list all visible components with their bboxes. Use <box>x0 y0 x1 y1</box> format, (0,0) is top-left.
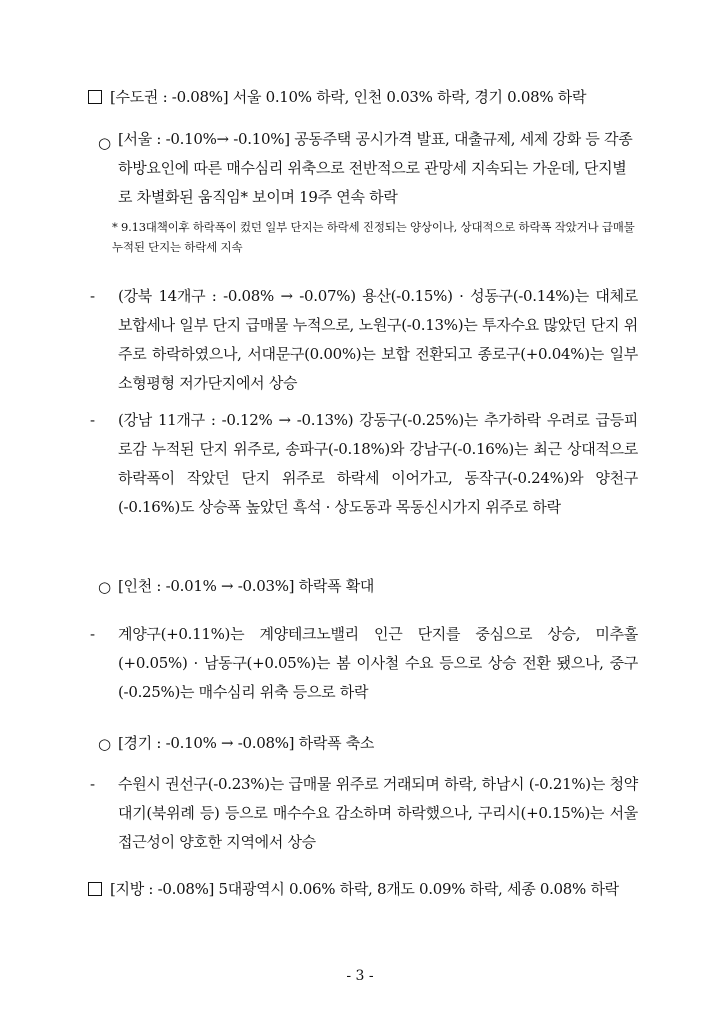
seoul-footnote: * 9.13대책이후 하락폭이 컸던 일부 단지는 하락세 진정되는 양상이나, 상대적으로 하락폭 작았거나 급매물 누적된 단지는 하락세 지속 <box>112 220 635 254</box>
checkbox-square-icon <box>88 882 102 896</box>
dash-bullet-icon: - <box>90 775 96 793</box>
dash-bullet-icon: - <box>90 411 96 429</box>
circle-bullet-icon: ○ <box>98 134 112 152</box>
seoul-paragraph: [서울 : -0.10%→ -0.10%] 공동주택 공시가격 발표, 대출규제, 세제 강화 등 각종 하방요인에 따른 매수심리 위축으로 전반적으로 관망세 지속되는 가운데, 단지별로 차별화된 움직임* 보이며 19주 연속 하락 <box>118 130 633 206</box>
checkbox-square-icon <box>88 90 102 104</box>
gyeonggi-paragraph: 수원시 권선구(-0.23%)는 급매물 위주로 거래되며 하락, 하남시 (-0.21%)는 청약대기(북위례 등) 등으로 매수수요 감소하며 하락했으나, 구리시(+0.15%)는 서울 접근성이 양호한 지역에서 상승 <box>118 775 638 851</box>
gangnam-paragraph: (강남 11개구 : -0.12% → -0.13%) 강동구(-0.25%)는 추가하락 우려로 급등피로감 누적된 단지 위주로, 송파구(-0.18%)와 강남구(-0.16%)는 최근 상대적으로 하락폭이 작았던 단지 위주로 하락세 이어가고, 동작구(-0.24%)와 양천구(-0.16%)도 상승폭 높았던 흑석 · 상도동과 목동신시가지 위주로 하락 <box>118 411 638 516</box>
page-number: - 3 - <box>346 968 374 984</box>
dash-bullet-icon: - <box>90 625 96 643</box>
metro-heading-text: [수도권 : -0.08%] 서울 0.10% 하락, 인천 0.03% 하락, 경기 0.08% 하락 <box>110 88 587 106</box>
gyeonggi-heading: [경기 : -0.10% → -0.08%] 하락폭 축소 <box>118 734 375 752</box>
incheon-heading: [인천 : -0.01% → -0.03%] 하락폭 확대 <box>118 577 375 595</box>
circle-bullet-icon: ○ <box>98 578 112 596</box>
incheon-paragraph: 계양구(+0.11%)는 계양테크노밸리 인근 단지를 중심으로 상승, 미추홀(+0.05%) · 남동구(+0.05%)는 봄 이사철 수요 등으로 상승 전환 됐으나, 중구(-0.25%)는 매수심리 위축 등으로 하락 <box>118 625 638 701</box>
metro-heading <box>88 86 648 108</box>
region-heading <box>88 878 648 900</box>
dash-bullet-icon: - <box>90 287 96 305</box>
gangbuk-paragraph: (강북 14개구 : -0.08% → -0.07%) 용산(-0.15%) · 성동구(-0.14%)는 대체로 보합세나 일부 단지 급매물 누적으로, 노원구(-0.13%)는 투자수요 많았던 단지 위주로 하락하였으나, 서대문구(0.00%)는 보합 전환되고 종로구(+0.04%)는 일부 소형평형 저가단지에서 상승 <box>118 287 638 392</box>
circle-bullet-icon: ○ <box>98 735 112 753</box>
region-heading-text: [지방 : -0.08%] 5대광역시 0.06% 하락, 8개도 0.09% 하락, 세종 0.08% 하락 <box>110 880 619 898</box>
